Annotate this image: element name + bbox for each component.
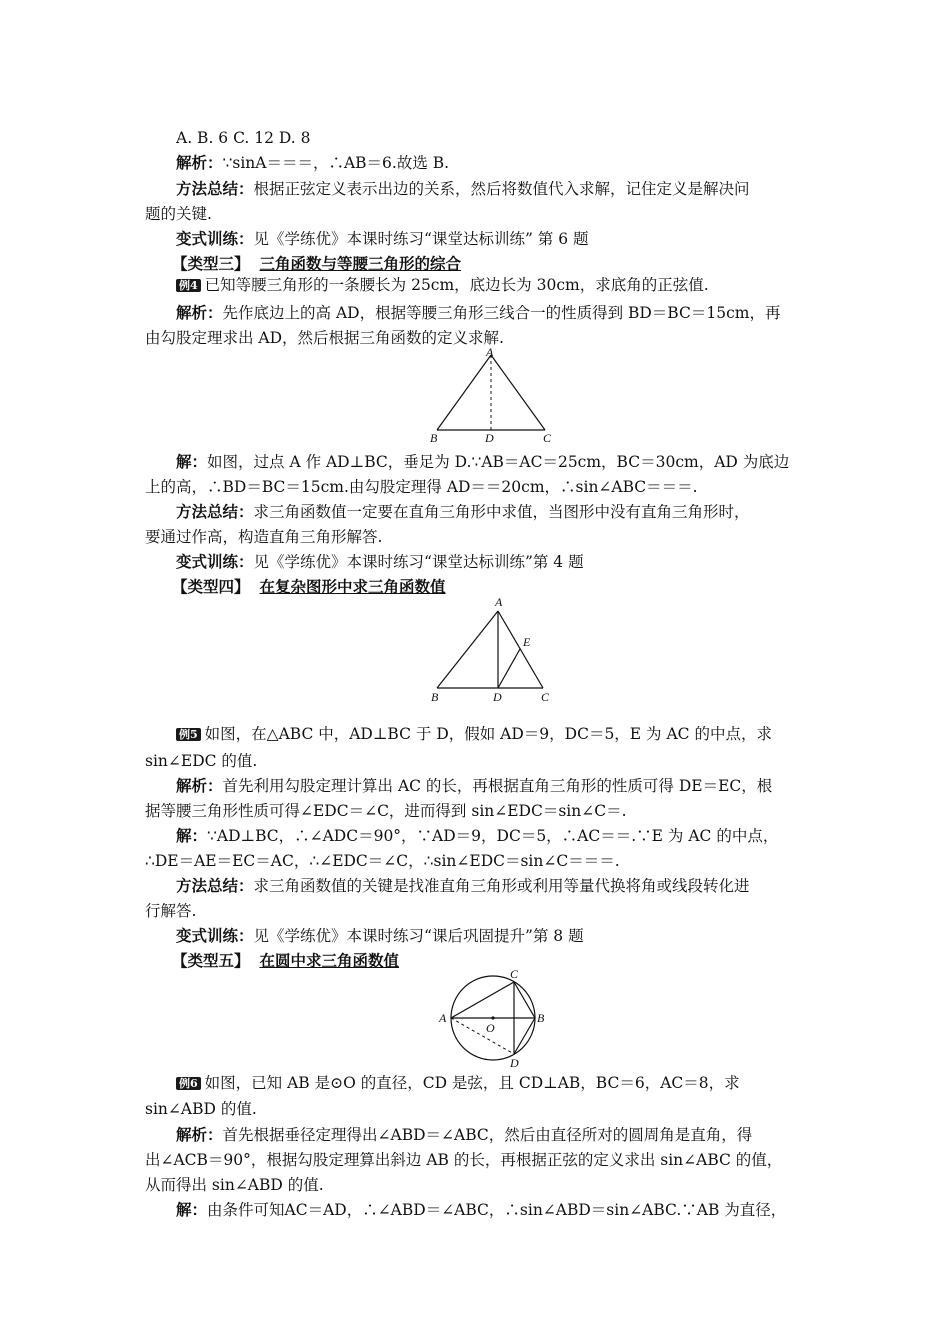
analysis6-line (176, 1125, 810, 1145)
analysis4-label: 解析： (176, 303, 223, 322)
solution6-text: 由条件可知AC＝AD，∴∠ABD＝∠ABC，∴sin∠ABD＝sin∠ABC.∵AB 为直径， (207, 1201, 787, 1219)
method5-line (176, 876, 810, 896)
analysis6-cont: 出∠ACB＝90°，根据勾股定理算出斜边 AB 的长，再根据正弦的定义求出 sin∠ABC 的值， (145, 1151, 783, 1169)
figure-isosceles-triangle (425, 345, 555, 445)
solution5-cont: ∴DE＝AE＝EC＝AC，∴∠EDC＝∠C，∴sin∠EDC＝sin∠C＝＝＝. (145, 852, 620, 870)
analysis4-cont: 由勾股定理求出 AD，然后根据三角函数的定义求解. (145, 329, 504, 347)
method5-label: 方法总结： (176, 876, 254, 895)
analysis-text: ∵sinA＝＝＝，∴AB＝6.故选 B. (222, 154, 450, 172)
solution4-line (176, 452, 810, 472)
analysis4-line (176, 303, 810, 323)
analysis5-label: 解析： (176, 776, 223, 795)
example6-line (176, 1073, 810, 1093)
solution5-line (176, 826, 810, 846)
analysis4-text: 先作底边上的高 AD，根据等腰三角形三线合一的性质得到 BD＝BC＝15cm，再 (222, 304, 781, 322)
fig2-label-b: B (431, 690, 439, 704)
fig1-label-b: B (430, 431, 438, 445)
fig2-label-d: D (493, 690, 502, 704)
example6-cont: sin∠ABD 的值. (145, 1100, 257, 1118)
solution5-label: 解： (176, 826, 208, 845)
method4-label: 方法总结： (176, 502, 254, 521)
example5-badge: 例5 (176, 728, 201, 741)
fig2-label-c: C (541, 690, 550, 704)
fig3-label-a: A (439, 1011, 447, 1025)
method4-line (176, 502, 810, 522)
solution6-label: 解： (176, 1200, 208, 1219)
example4-badge: 例4 (176, 279, 201, 292)
method5-text: 求三角函数值的关键是找准直角三角形或利用等量代换将角或线段转化进 (253, 877, 750, 895)
section-heading-type3 (172, 254, 837, 274)
choices-line: A. B. 6 C. 12 D. 8 (176, 129, 311, 147)
analysis6-text: 首先根据垂径定理得出∠ABD＝∠ABC，然后由直径所对的圆周角是直角，得 (222, 1126, 753, 1144)
method4-cont: 要通过作高，构造直角三角形解答. (145, 528, 383, 546)
example5-cont: sin∠EDC 的值. (145, 752, 258, 770)
type5-bracket: 【类型五】 (172, 951, 250, 970)
fig1-label-d: D (485, 431, 494, 445)
method4-text: 求三角函数值一定要在直角三角形中求值，当图形中没有直角三角形时， (253, 503, 750, 521)
method5-cont: 行解答. (145, 902, 197, 920)
solution5-text: ∵AD⊥BC，∴∠ADC＝90°，∵AD＝9，DC＝5，∴AC＝＝.∵E 为 AC 的中点， (207, 827, 779, 845)
variant-label: 变式训练： (176, 229, 254, 248)
example6-text: 如图，已知 AB 是⊙O 的直径，CD 是弦，且 CD⊥AB，BC＝6，AC＝8，求 (204, 1074, 740, 1092)
fig3-label-d: D (510, 1056, 519, 1070)
fig2-label-a: A (495, 595, 503, 609)
variant4-label: 变式训练： (176, 552, 254, 571)
variant-text: 见《学练优》本课时练习“课堂达标训练” 第 6 题 (253, 230, 589, 248)
type4-title: 在复杂图形中求三角函数值 (259, 577, 446, 596)
analysis-label: 解析： (176, 153, 223, 172)
fig2-label-e: E (523, 635, 531, 649)
fig1-label-a: A (486, 345, 494, 359)
variant5-line (176, 926, 810, 946)
method-label: 方法总结： (176, 179, 254, 198)
method-summary-cont: 题的关键. (145, 205, 212, 223)
variant-line (176, 229, 810, 249)
analysis5-cont: 据等腰三角形性质可得∠EDC＝∠C，进而得到 sin∠EDC＝sin∠C＝. (145, 802, 627, 820)
analysis5-line (176, 776, 810, 796)
figure-triangle-altitude (425, 593, 560, 708)
analysis6-label: 解析： (176, 1125, 223, 1144)
example5-line (176, 724, 810, 744)
type3-title: 三角函数与等腰三角形的综合 (259, 254, 462, 273)
type4-bracket: 【类型四】 (172, 577, 250, 596)
variant4-line (176, 552, 810, 572)
analysis6-cont2: 从而得出 sin∠ABD 的值. (145, 1176, 324, 1194)
figure-circle-chord (435, 965, 550, 1075)
example5-text: 如图，在△ABC 中，AD⊥BC 于 D，假如 AD＝9，DC＝5，E 为 AC 的中点，求 (204, 725, 772, 743)
analysis5-text: 首先利用勾股定理计算出 AC 的长，再根据直角三角形的性质可得 DE＝EC，根 (222, 777, 773, 795)
fig1-label-c: C (543, 431, 552, 445)
variant4-text: 见《学练优》本课时练习“课堂达标训练”第 4 题 (253, 553, 584, 571)
method-summary-line (176, 179, 810, 199)
variant5-label: 变式训练： (176, 926, 254, 945)
example4-text: 已知等腰三角形的一条腰长为 25cm，底边长为 30cm，求底角的正弦值. (204, 276, 709, 294)
solution4-text: 如图，过点 A 作 AD⊥BC，垂足为 D.∵AB＝AC＝25cm，BC＝30cm，AD 为底边 (207, 453, 790, 471)
example6-badge: 例6 (176, 1077, 201, 1090)
method-text: 根据正弦定义表示出边的关系，然后将数值代入求解，记住定义是解决问 (253, 180, 750, 198)
analysis-line (176, 153, 810, 173)
solution6-line (176, 1200, 810, 1220)
solution4-label: 解： (176, 452, 208, 471)
fig3-label-o: O (486, 1021, 495, 1035)
type3-bracket: 【类型三】 (172, 254, 250, 273)
fig3-label-b: B (537, 1011, 545, 1025)
solution4-cont: 上的高，∴BD＝BC＝15cm.由勾股定理得 AD＝＝20cm，∴sin∠ABC＝＝＝. (145, 478, 698, 496)
example4-line (176, 275, 810, 295)
type5-title: 在圆中求三角函数值 (259, 951, 400, 970)
variant5-text: 见《学练优》本课时练习“课后巩固提升”第 8 题 (253, 927, 584, 945)
fig3-label-c: C (510, 967, 519, 981)
